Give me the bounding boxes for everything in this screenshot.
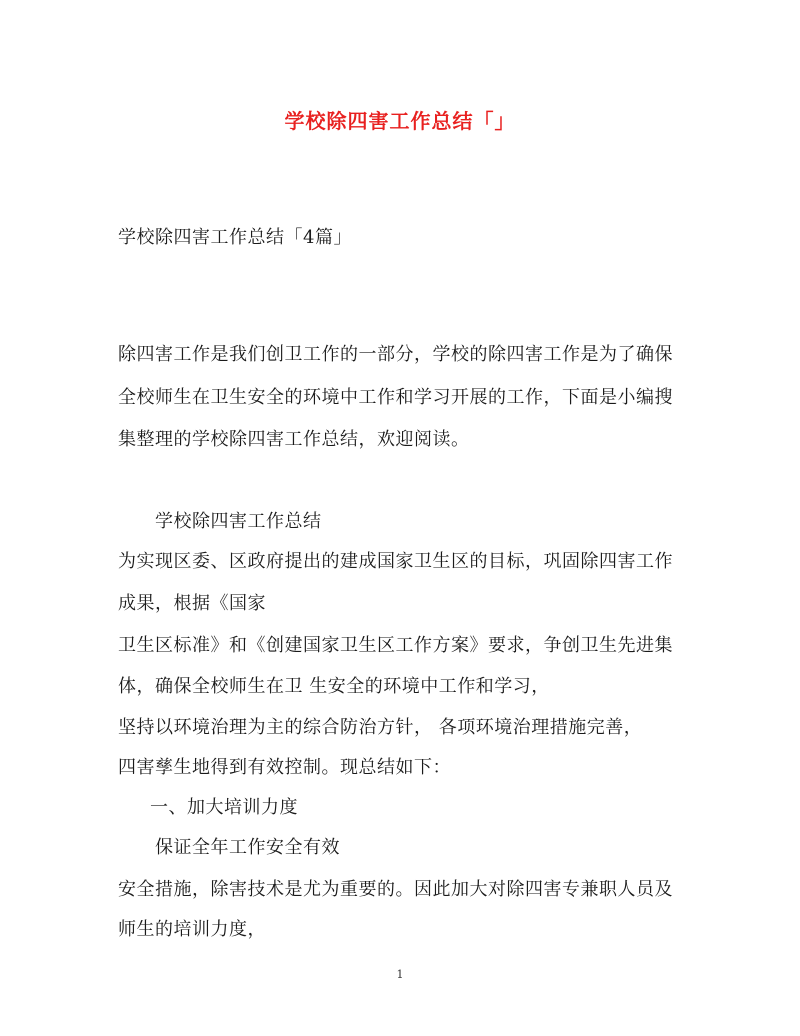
body-line-6: 四害孳生地得到有效控制。现总结如下：	[118, 757, 451, 778]
document-title: 学校除四害工作总结「」	[284, 109, 516, 133]
point-body-line-1: 安全措施，除害技术是尤为重要的。因此加大对除四害专兼职人员及	[118, 879, 673, 900]
body-line-4: 体，确保全校师生在卫 生安全的环境中工作和学习，	[118, 676, 550, 697]
section-heading: 学校除四害工作总结	[155, 511, 322, 532]
body-line-2: 成果，根据《国家	[118, 593, 266, 614]
intro-line-1: 除四害工作是我们创卫工作的一部分，学校的除四害工作是为了确保	[118, 344, 673, 365]
point-heading: 一、加大培训力度	[150, 797, 298, 818]
body-line-3: 卫生区标准》和《创建国家卫生区工作方案》要求，争创卫生先进集	[118, 635, 673, 656]
point-subheading: 保证全年工作安全有效	[155, 837, 340, 858]
body-line-1: 为实现区委、区政府提出的建成国家卫生区的目标，巩固除四害工作	[118, 551, 673, 572]
intro-line-3: 集整理的学校除四害工作总结，欢迎阅读。	[118, 429, 470, 450]
intro-line-2: 全校师生在卫生安全的环境中工作和学习开展的工作，下面是小编搜	[118, 387, 673, 408]
document-subtitle: 学校除四害工作总结「4篇」	[118, 227, 352, 248]
body-line-5: 坚持以环境治理为主的综合防治方针， 各项环境治理措施完善，	[118, 717, 643, 738]
point-body-line-2: 师生的培训力度，	[118, 919, 266, 940]
page-number: 1	[396, 968, 404, 981]
